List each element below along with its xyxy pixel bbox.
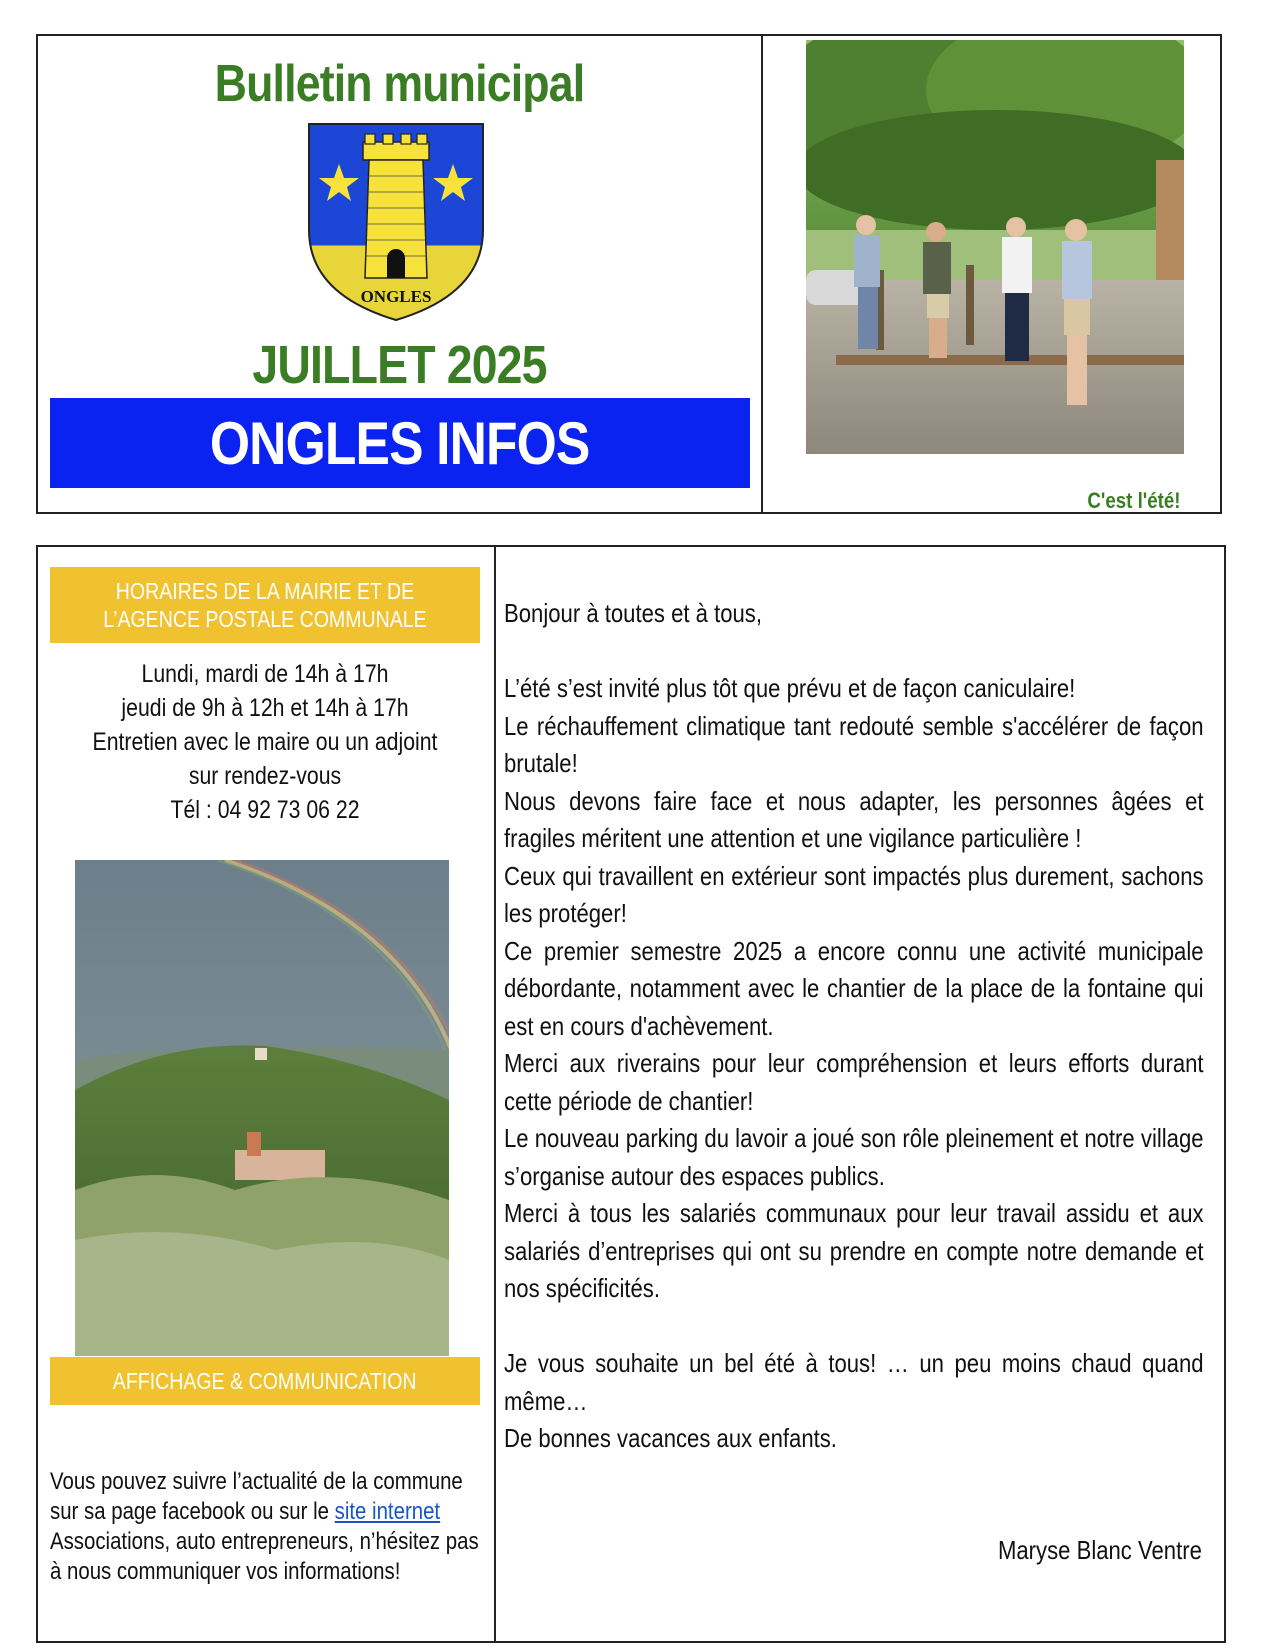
- mayor-letter: [504, 595, 1204, 1458]
- hours-line: sur rendez-vous: [188, 762, 342, 790]
- header-panel: [36, 34, 1222, 514]
- letter-paragraph: Merci aux riverains pour leur compréhension et leurs efforts durant cette période de chantier!: [504, 1048, 1204, 1116]
- letter-closing: Je vous souhaite un bel été à tous! … un peu moins chaud quand même…: [504, 1348, 1204, 1416]
- communication-header-text: AFFICHAGE & COMMUNICATION: [113, 1368, 417, 1394]
- letter-paragraph: Nous devons faire face et nous adapter, les personnes âgées et fragiles méritent une attention et une vigilance particulière !: [504, 785, 1204, 853]
- column-divider: [761, 36, 763, 512]
- letter-paragraph: Ceux qui travaillent en extérieur sont impactés plus durement, sachons les protéger!: [504, 860, 1204, 928]
- letter-paragraph: L’été s’est invité plus tôt que prévu et de façon caniculaire!: [504, 673, 1076, 703]
- crest-label: ONGLES: [360, 287, 432, 306]
- communication-text-part: Vous pouvez suivre l’actualité de la commune sur sa page facebook ou sur le: [50, 1468, 463, 1525]
- letter-closing: De bonnes vacances aux enfants.: [504, 1423, 837, 1453]
- hours-header-text: HORAIRES DE LA MAIRIE ET DE L’AGENCE POSTALE COMMUNALE: [103, 578, 427, 632]
- hours-header: [50, 567, 480, 643]
- letter-paragraph: Ce premier semestre 2025 a encore connu une activité municipale débordante, notamment avec le chantier de la place de la fontaine qui est en cours d'achèvement.: [504, 935, 1204, 1041]
- content-panel: [36, 545, 1226, 1643]
- rainbow-village-photo: [75, 860, 449, 1356]
- column-divider: [494, 547, 496, 1641]
- petanque-players-photo: [806, 40, 1184, 454]
- communication-text-part: Associations, auto entrepreneurs, n’hésitez pas à nous communiquer vos informations!: [50, 1528, 479, 1585]
- signature: Maryse Blanc Ventre: [998, 1535, 1202, 1565]
- hours-line: jeudi de 9h à 12h et 14h à 17h: [121, 694, 409, 722]
- phone-number: Tél : 04 92 73 06 22: [170, 796, 360, 824]
- issue-month: JUILLET 2025: [252, 335, 547, 395]
- photo-caption: C'est l'été!: [1086, 488, 1180, 513]
- site-internet-link[interactable]: site internet: [334, 1498, 441, 1525]
- communication-header: [50, 1357, 480, 1405]
- bulletin-title: Bulletin municipal: [214, 55, 585, 113]
- letter-paragraph: Le nouveau parking du lavoir a joué son rôle pleinement et notre village s’organise autour des espaces publics.: [504, 1123, 1204, 1191]
- letter-greeting: Bonjour à toutes et à tous,: [504, 598, 763, 628]
- ongles-crest-icon: [303, 120, 489, 324]
- hours-line: Entretien avec le maire ou un adjoint: [92, 728, 438, 756]
- opening-hours: [50, 657, 480, 827]
- letter-paragraph: Merci à tous les salariés communaux pour leur travail assidu et aux salariés d’entreprises qui ont su prendre en compte notre demande et nos spécificités.: [504, 1198, 1204, 1303]
- communication-text: [50, 1467, 484, 1587]
- letter-paragraph: Le réchauffement climatique tant redouté semble s'accélérer de façon brutale!: [504, 710, 1204, 778]
- banner-text: ONGLES INFOS: [210, 409, 590, 477]
- ongles-infos-banner: [50, 398, 750, 488]
- hours-line: Lundi, mardi de 14h à 17h: [141, 660, 389, 688]
